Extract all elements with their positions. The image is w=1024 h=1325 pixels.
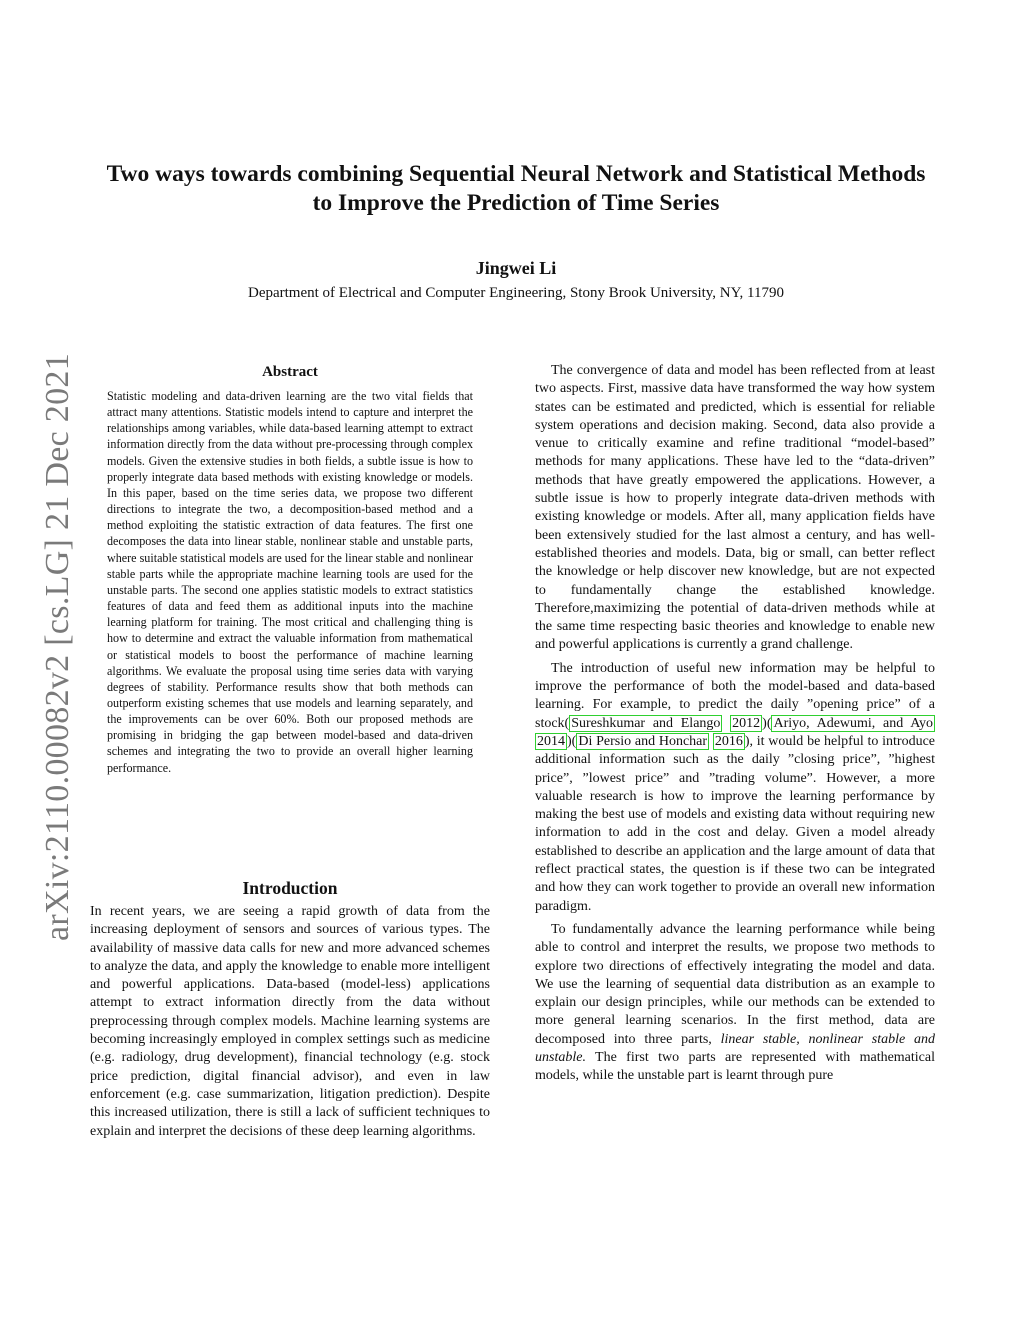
paragraph-text: To fundamentally advance the learning performance while being able to control and interpret the results, we propose two methods to explore two directions of effectively integrating the model and data. We use the learning of sequential data distribution as an example to explain our design principles, while our methods can be extended to more general learning scenarios. In the first method, data are decomposed into three parts,	[535, 921, 935, 1047]
intro-paragraph-2: The convergence of data and model has been reflected from at least two aspects. First, massive data have transformed the way how system states can be estimated and predicted, which is essential for reliable system operations and decision making. Second, data also provide a venue to critically examine and refine traditional “model-based” methods for many applications. These have led to the “data-driven” methods that have greatly empowered the applications. However, a subtle issue is how to properly integrate data-driven methods with existing knowledge or models. After all, many application fields have been extensively studied for the last almost a century, and has well-established theories and models. Data, big or small, can better reflect the knowledge or help discover new knowledge, but are not expected to fundamentally change the established knowledge. Therefore,maximizing the potential of data-driven methods while at the same time respecting basic theories and knowledge to enable new and powerful applications is currently a grand challenge.	[535, 363, 935, 653]
introduction-paragraph-1: In recent years, we are seeing a rapid growth of data from the increasing deployment of sensors and sources of various types. The availability of massive data calls for new and more advanced schemes to analyze the data, and apply the knowledge to enable more intelligent and powerful applications. Data-based (model-less) applications attempt to extract information directly from the data without preprocessing through complex models. Machine learning systems are becoming increasingly employed in complex settings such as medicine (e.g. radiology, drug development), financial technology (e.g. stock price prediction, digital financial advisor), and even in law enforcement (e.g. case summarization, litigation prediction). Despite this increased utilization, there is still a lack of sufficient techniques to explain and interpret the decisions of these deep learning algorithms.	[90, 904, 490, 1139]
abstract-text: Statistic modeling and data-driven learning are the two vital fields that attract many attentions. Statistic models intend to capture and interpret the relationships among variables, while data-based learning attempt to extract information directly from the data without pre-processing through complex models. Given the extensive studies in both fields, a subtle issue is how to properly integrate data based methods with existing knowledge or models. In this paper, based on the time series data, we propose two different directions to integrate the two, a decomposition-based method and a method exploiting the statistic extraction of data features. The first one decomposes the data into linear stable, nonlinear stable and unstable parts, where suitable statistical models are used for the linear stable and nonlinear stable parts while the appropriate machine learning tools are used for the unstable parts. The second one applies statistic models to extract statistics features of data and feed them as additional inputs into the machine learning platform for training. The most critical and challenging thing is how to determine and extract the valuable information from mathematical or statistical models to boost the performance of machine learning algorithms. We evaluate the proposal using time series data with varying degrees of stability. Performance results show that both methods can outperform existing schemes that use models and learning separately, and the improvements can be over 60%. Both our proposed methods are promising in bridging the gap between model-based and data-driven schemes and integrating the two to provide an overall higher learning performance.	[107, 389, 473, 775]
citation-link-ariyo[interactable]: Ariyo, Adewumi, and Ayo	[773, 715, 934, 731]
title-line-2: to Improve the Prediction of Time Series	[312, 190, 720, 216]
paragraph-text: )(	[567, 733, 577, 749]
paragraph-text: ), it would be helpful to introduce additional information such as the daily ”closing price”, ”highest price”, ”lowest price” and ”trading volume”. However, a more valuable research is how to improve the learning performance by making the best use of models and existing data without requiring new information to add in the cost and delay. Given a model already established to describe an application and the large amount of data that reflect practical states, the question is if these two can be integrated and how they can work together to provide an overall new information paradigm.	[535, 733, 936, 914]
paper-title	[60, 160, 972, 218]
author-affiliation: Department of Electrical and Computer Engineering, Stony Brook University, NY, 11790	[247, 285, 784, 301]
author-name: Jingwei Li	[475, 258, 557, 278]
paragraph-text: The first two parts are represented with mathematical models, while the unstable part is learnt through pure	[535, 1049, 935, 1084]
citation-link-sureshkumar-year[interactable]: 2012	[732, 715, 761, 731]
citation-link-sureshkumar[interactable]: Sureshkumar and Elango	[571, 715, 721, 731]
title-line-1: Two ways towards combining Sequential Neural Network and Statistical Methods	[106, 161, 926, 187]
paragraph-text: )(	[762, 715, 772, 731]
arxiv-stamp: arXiv:2110.00082v2 [cs.LG] 21 Dec 2021	[39, 352, 76, 942]
paragraph-text: The introduction of useful new information may be helpful to improve the performance of both the model-based and data-based learning. For example, to predict the daily ”opening price” of a stock(	[535, 660, 935, 731]
abstract-heading: Abstract	[262, 364, 318, 380]
introduction-heading: Introduction	[242, 878, 338, 898]
citation-link-dipersio[interactable]: Di Persio and Honchar	[578, 733, 708, 749]
right-column	[535, 362, 935, 1086]
emphasis-text: linear stable, nonlinear stable and unstable.	[535, 1031, 935, 1065]
citation-link-dipersio-year[interactable]: 2016	[714, 733, 743, 749]
intro-paragraph-3	[535, 660, 935, 916]
citation-link-ariyo-year[interactable]: 2014	[537, 733, 565, 749]
intro-paragraph-4	[535, 921, 935, 1086]
